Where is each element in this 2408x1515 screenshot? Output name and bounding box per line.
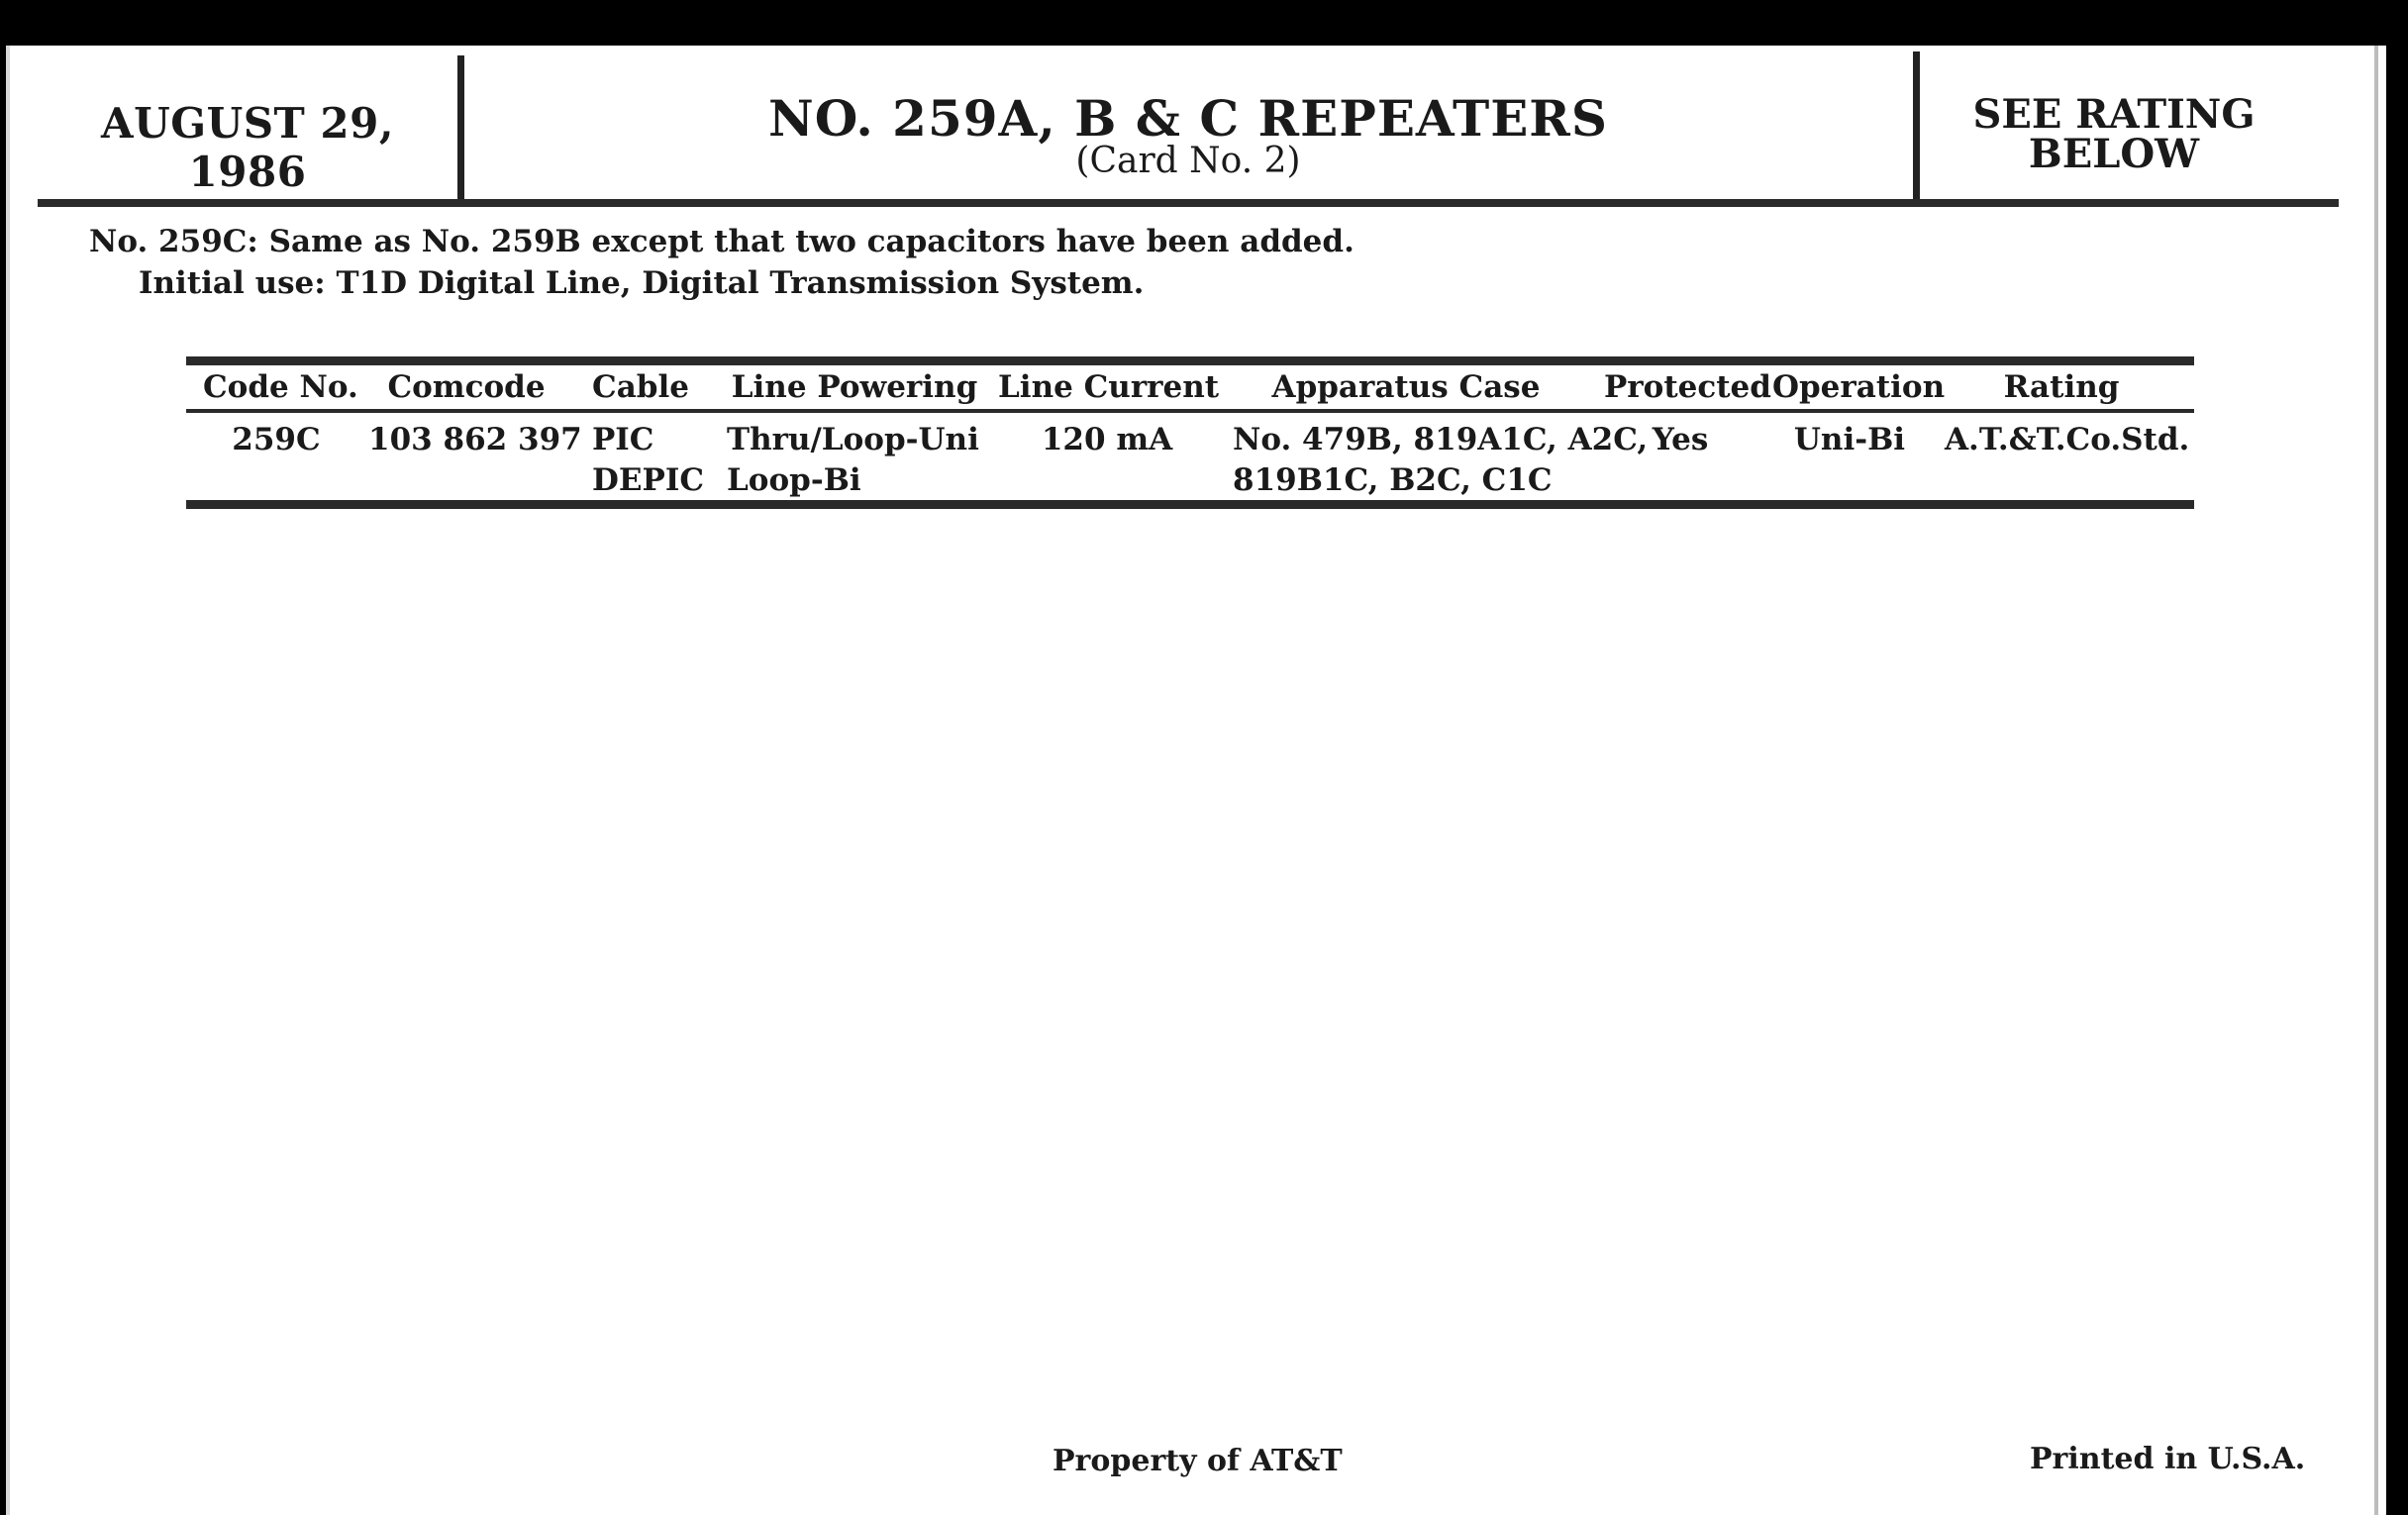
cell-line-powering-line-1: Thru/Loop-Uni (727, 422, 979, 457)
cell-line-powering-line-2: Loop-Bi (727, 462, 861, 498)
cell-apparatus-case-line-2: 819B1C, B2C, C1C (1233, 462, 1553, 498)
footer-property: Property of AT&T (1053, 1444, 1343, 1478)
header-rating-line2: BELOW (2028, 131, 2200, 177)
table-header-cable: Cable (592, 369, 689, 405)
table-header-line-current: Line Current (998, 369, 1220, 405)
footer-printed: Printed in U.S.A. (2030, 1442, 2306, 1476)
table-header-rating: Rating (2003, 369, 2120, 405)
cell-rating: A.T.&T.Co.Std. (1945, 422, 2190, 457)
cell-cable-line-1: PIC (592, 422, 654, 457)
header-rating-line1: SEE RATING (1972, 91, 2256, 138)
table-header-comcode: Comcode (387, 369, 546, 405)
table-rule-bottom (186, 500, 2194, 509)
table-header-code-no: Code No. (203, 369, 358, 405)
cell-protected: Yes (1652, 422, 1709, 457)
cell-line-powering (727, 420, 979, 501)
header-divider-left (457, 55, 464, 206)
table-rule-top (186, 356, 2194, 365)
cell-cable-line-2: DEPIC (592, 462, 704, 498)
table-header-operation: Operation (1772, 369, 1946, 405)
cell-code-no: 259C (232, 422, 321, 457)
page-title: NO. 259A, B & C REPEATERS (768, 89, 1608, 148)
header-date: AUGUST 29, 1986 (101, 99, 394, 196)
cell-cable (592, 420, 704, 501)
note-line-2: Initial use: T1D Digital Line, Digital Transmission System. (139, 265, 1145, 301)
cell-apparatus-case (1233, 420, 1648, 501)
table-header-protected: Protected (1604, 369, 1771, 405)
note-line-1: No. 259C: Same as No. 259B except that two capacitors have been added. (89, 224, 1354, 259)
table-header-line-powering: Line Powering (731, 369, 978, 405)
table-rule-mid (186, 409, 2194, 413)
table-header-apparatus-case: Apparatus Case (1271, 369, 1541, 405)
cell-comcode: 103 862 397 (368, 422, 582, 457)
cell-apparatus-case-line-1: No. 479B, 819A1C, A2C, (1233, 422, 1649, 457)
header-rule (38, 199, 2339, 207)
header-divider-right (1913, 51, 1920, 202)
card-edge (2374, 46, 2378, 1515)
header-rating (1926, 91, 2302, 177)
cell-operation: Uni-Bi (1793, 422, 1906, 457)
page-subtitle: (Card No. 2) (1075, 141, 1301, 181)
cell-line-current: 120 mA (1041, 422, 1173, 457)
